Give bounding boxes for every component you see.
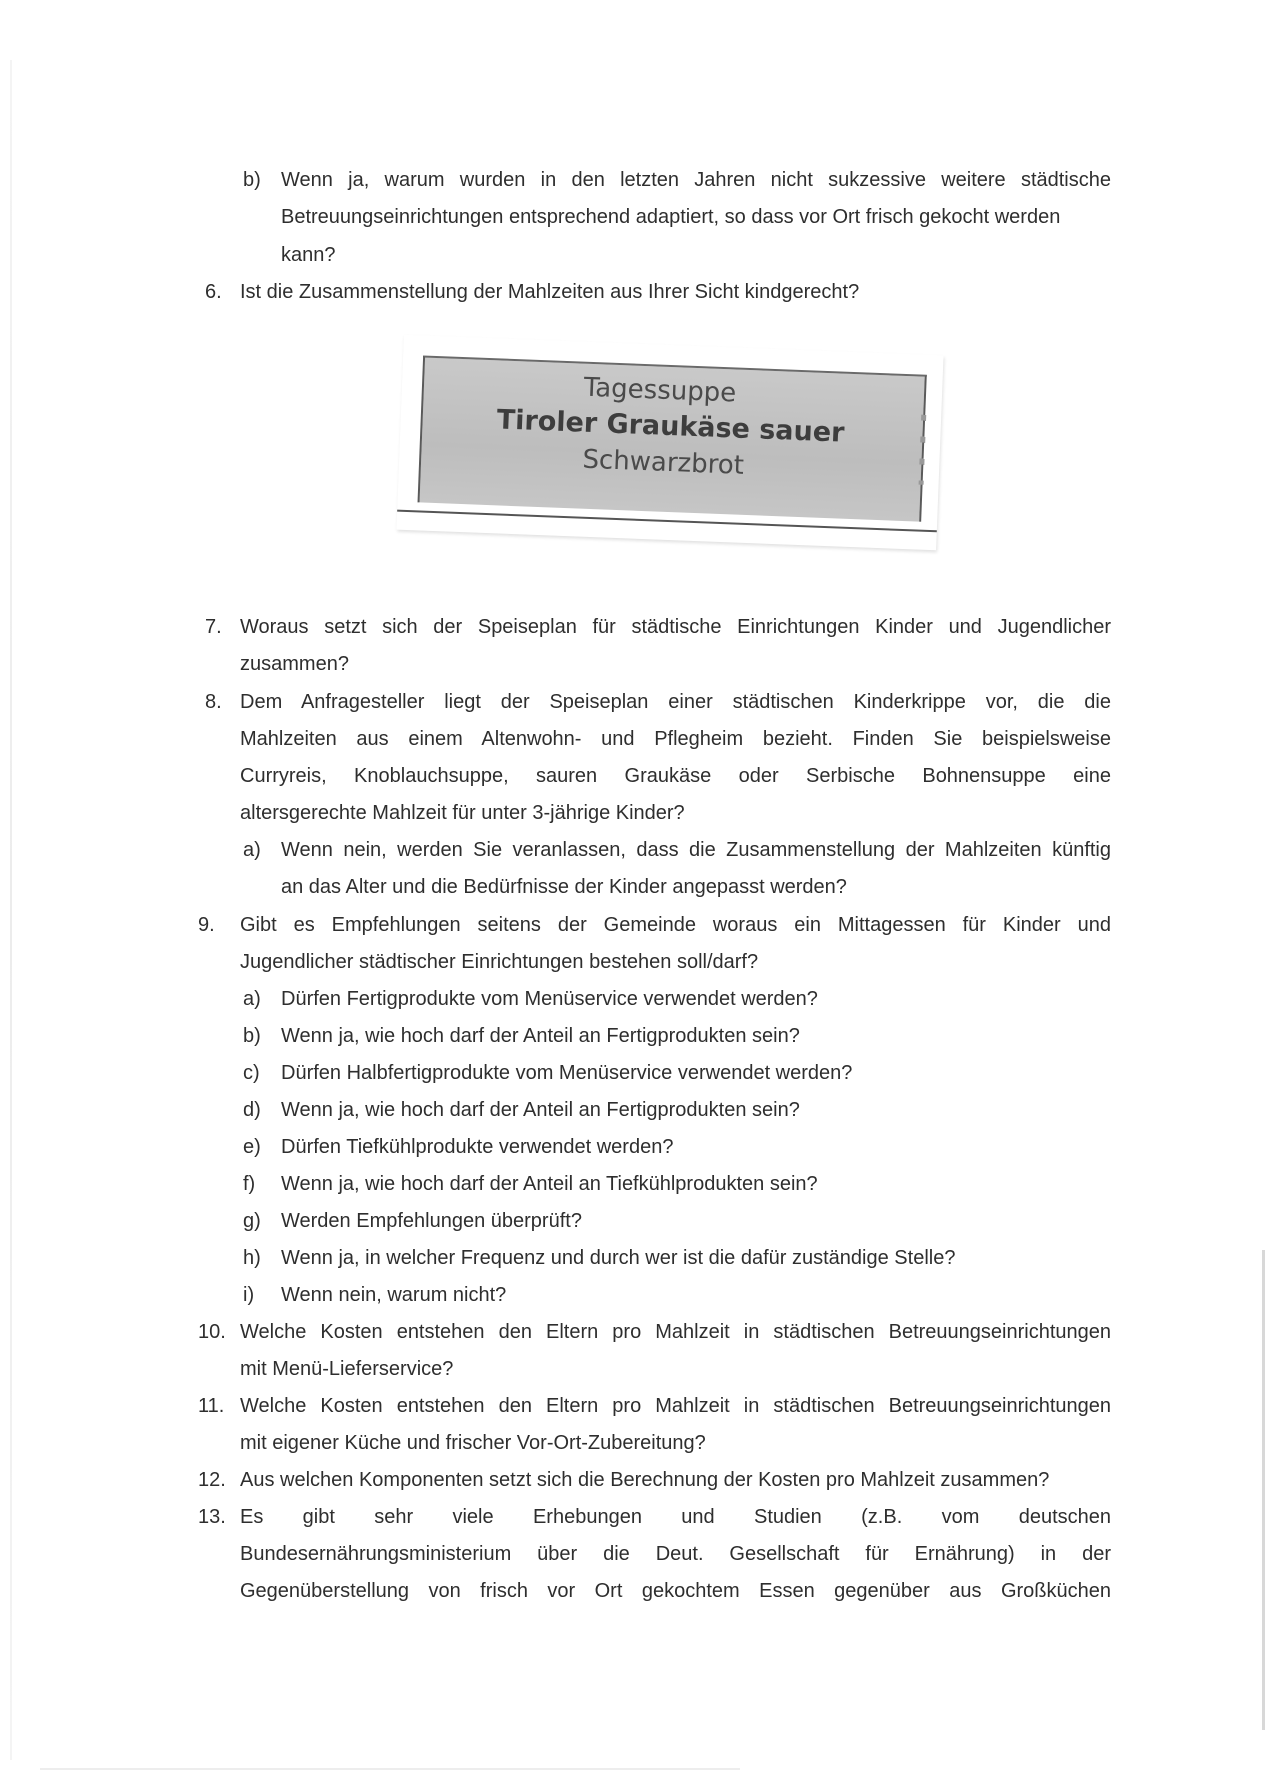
- question-marker: b): [243, 169, 261, 191]
- question-line: Dem Anfragesteller liegt der Speiseplan einer städtischen Kinderkrippe vor, die die: [240, 691, 1111, 713]
- question-marker: c): [243, 1062, 260, 1084]
- question-line: Werden Empfehlungen überprüft?: [281, 1210, 582, 1232]
- question-line: Wenn ja, wie hoch darf der Anteil an Fertigprodukten sein?: [281, 1025, 800, 1047]
- question-line: Wenn ja, wie hoch darf der Anteil an Fertigprodukten sein?: [281, 1099, 800, 1121]
- question-marker: h): [243, 1247, 261, 1269]
- scan-edge-left: [10, 60, 12, 1760]
- question-line: zusammen?: [240, 653, 349, 675]
- menu-line-main: Tiroler Graukäse sauer: [496, 404, 846, 449]
- question-line: Wenn ja, wie hoch darf der Anteil an Tiefkühlprodukten sein?: [281, 1173, 818, 1195]
- question-line: Wenn nein, werden Sie veranlassen, dass die Zusammenstellung der Mahlzeiten künftig: [281, 839, 1111, 861]
- menu-line-bread: Schwarzbrot: [581, 444, 745, 481]
- question-line: Ist die Zusammenstellung der Mahlzeiten aus Ihrer Sicht kindgerecht?: [240, 281, 860, 303]
- question-line: Bundesernährungsministerium über die Deut. Gesellschaft für Ernährung) in der: [240, 1543, 1111, 1565]
- question-line: Woraus setzt sich der Speiseplan für städtische Einrichtungen Kinder und Jugendlicher: [240, 616, 1111, 638]
- question-marker: f): [243, 1173, 256, 1195]
- question-line: Wenn nein, warum nicht?: [281, 1284, 507, 1306]
- question-marker: e): [243, 1136, 261, 1158]
- question-number: 13.: [198, 1506, 226, 1528]
- question-line: Curryreis, Knoblauchsuppe, sauren Graukäse oder Serbische Bohnensuppe eine: [240, 765, 1111, 787]
- question-line: Wenn ja, in welcher Frequenz und durch wer ist die dafür zuständige Stelle?: [281, 1247, 956, 1269]
- question-line: Welche Kosten entstehen den Eltern pro Mahlzeit in städtischen Betreuungseinrichtungen: [240, 1321, 1111, 1343]
- question-line: Jugendlicher städtischer Einrichtungen bestehen soll/darf?: [240, 951, 759, 973]
- question-line: mit eigener Küche und frischer Vor-Ort-Zubereitung?: [240, 1432, 706, 1454]
- question-marker: g): [243, 1210, 261, 1232]
- question-line: Aus welchen Komponenten setzt sich die Berechnung der Kosten pro Mahlzeit zusammen?: [240, 1469, 1050, 1491]
- question-line: Dürfen Tiefkühlprodukte verwendet werden?: [281, 1136, 674, 1158]
- question-line: Betreuungseinrichtungen entsprechend adaptiert, so dass vor Ort frisch gekocht werden: [281, 206, 1061, 228]
- question-line: Mahlzeiten aus einem Altenwohn- und Pflegheim bezieht. Finden Sie beispielsweise: [240, 728, 1111, 750]
- scan-edge-bottom: [40, 1768, 740, 1770]
- menu-excerpt-text: [419, 363, 923, 490]
- question-line: Dürfen Fertigprodukte vom Menüservice verwendet werden?: [281, 988, 818, 1010]
- question-marker: b): [243, 1025, 261, 1047]
- question-line: Gegenüberstellung von frisch vor Ort gekochtem Essen gegenüber aus Großküchen: [240, 1580, 1111, 1602]
- question-line: altersgerechte Mahlzeit für unter 3-jährige Kinder?: [240, 802, 685, 824]
- question-number: 9.: [198, 914, 215, 936]
- question-line: Gibt es Empfehlungen seitens der Gemeinde woraus ein Mittagessen für Kinder und: [240, 914, 1111, 936]
- question-number: 6.: [205, 281, 222, 303]
- menu-excerpt-image: [396, 335, 943, 551]
- question-marker: i): [243, 1284, 255, 1306]
- scan-edge-right: [1262, 1250, 1265, 1730]
- question-line: mit Menü-Lieferservice?: [240, 1358, 454, 1380]
- question-number: 7.: [205, 616, 222, 638]
- question-line: Welche Kosten entstehen den Eltern pro Mahlzeit in städtischen Betreuungseinrichtungen: [240, 1395, 1111, 1417]
- question-number: 12.: [198, 1469, 226, 1491]
- question-line: kann?: [281, 244, 336, 266]
- question-line: Es gibt sehr viele Erhebungen und Studien (z.B. vom deutschen: [240, 1506, 1111, 1528]
- question-line: Dürfen Halbfertigprodukte vom Menüservice verwendet werden?: [281, 1062, 853, 1084]
- question-line: an das Alter und die Bedürfnisse der Kinder angepasst werden?: [281, 876, 847, 898]
- question-marker: a): [243, 988, 261, 1010]
- question-number: 8.: [205, 691, 222, 713]
- question-number: 10.: [198, 1321, 226, 1343]
- question-number: 11.: [198, 1395, 225, 1417]
- question-marker: d): [243, 1099, 261, 1121]
- question-line: Wenn ja, warum wurden in den letzten Jahren nicht sukzessive weitere städtische: [281, 169, 1111, 191]
- question-marker: a): [243, 839, 261, 861]
- menu-line-soup: Tagessuppe: [583, 372, 737, 409]
